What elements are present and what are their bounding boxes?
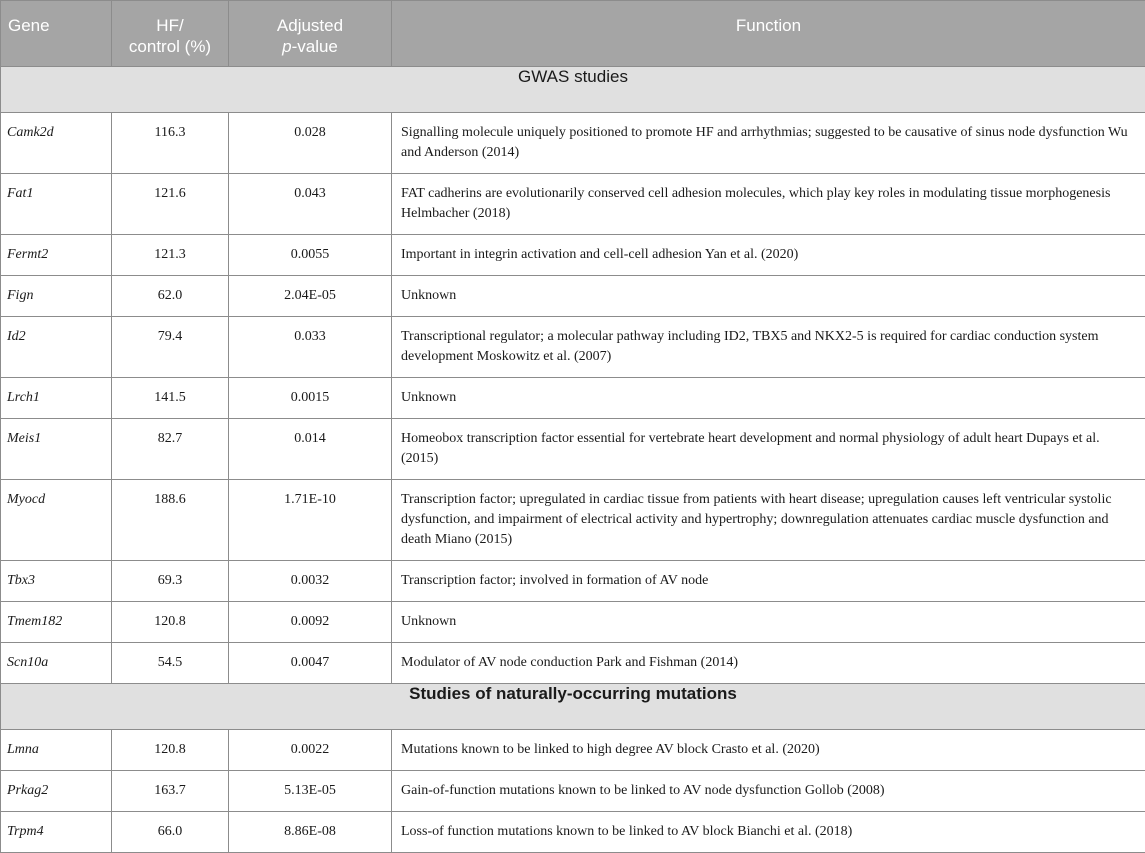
hf-cell: 120.8 (112, 730, 229, 771)
gene-cell: Meis1 (1, 419, 112, 480)
gene-cell: Camk2d (1, 113, 112, 174)
function-cell: Transcription factor; upregulated in cardiac tissue from patients with heart disease; upregulation causes left ventricular systolic dysfunction, and impairment of electrical activity and hypertrophy; downregulation attenuates cardiac muscle dysfunction and death Miano (2015) (392, 480, 1145, 561)
function-cell: Unknown (392, 602, 1145, 643)
p-value-cell: 0.033 (229, 317, 392, 378)
gene-cell: Tbx3 (1, 561, 112, 602)
table-row (1, 317, 1145, 378)
table-row (1, 235, 1145, 276)
table-row (1, 276, 1145, 317)
header-row (1, 1, 1145, 67)
header-adjusted-p (229, 1, 392, 67)
table-row (1, 602, 1145, 643)
table-row (1, 771, 1145, 812)
table-row (1, 480, 1145, 561)
table-row (1, 643, 1145, 684)
table-row (1, 174, 1145, 235)
header-hf-line1: HF/ (156, 16, 183, 35)
header-p-italic: p (282, 37, 291, 56)
header-gene (1, 1, 112, 67)
hf-cell: 62.0 (112, 276, 229, 317)
p-value-cell: 5.13E-05 (229, 771, 392, 812)
function-cell: Homeobox transcription factor essential for vertebrate heart development and normal physiology of adult heart Dupays et al. (2015) (392, 419, 1145, 480)
p-value-cell: 0.0092 (229, 602, 392, 643)
gene-cell: Id2 (1, 317, 112, 378)
header-function (392, 1, 1145, 67)
p-value-cell: 0.0015 (229, 378, 392, 419)
hf-cell: 79.4 (112, 317, 229, 378)
function-cell: FAT cadherins are evolutionarily conserved cell adhesion molecules, which play key roles in modulating tissue morphogenesis Helmbacher (2018) (392, 174, 1145, 235)
section-header-mutations (1, 684, 1145, 730)
gene-cell: Trpm4 (1, 812, 112, 853)
p-value-cell: 0.0055 (229, 235, 392, 276)
gene-cell: Myocd (1, 480, 112, 561)
header-hf-control (112, 1, 229, 67)
header-function-label: Function (736, 16, 801, 35)
table-row (1, 419, 1145, 480)
table-row (1, 378, 1145, 419)
table-row (1, 113, 1145, 174)
section-title: Studies of naturally-occurring mutations (1, 684, 1145, 730)
gene-cell: Lrch1 (1, 378, 112, 419)
header-hf-line2: control (%) (129, 37, 211, 56)
function-cell: Unknown (392, 378, 1145, 419)
p-value-cell: 8.86E-08 (229, 812, 392, 853)
gene-cell: Fat1 (1, 174, 112, 235)
table-row (1, 561, 1145, 602)
p-value-cell: 0.0032 (229, 561, 392, 602)
hf-cell: 121.6 (112, 174, 229, 235)
gene-cell: Tmem182 (1, 602, 112, 643)
gene-cell: Fign (1, 276, 112, 317)
hf-cell: 116.3 (112, 113, 229, 174)
function-cell: Mutations known to be linked to high degree AV block Crasto et al. (2020) (392, 730, 1145, 771)
function-cell: Transcriptional regulator; a molecular pathway including ID2, TBX5 and NKX2-5 is required for cardiac conduction system development Moskowitz et al. (2007) (392, 317, 1145, 378)
hf-cell: 66.0 (112, 812, 229, 853)
gene-cell: Fermt2 (1, 235, 112, 276)
gene-cell: Lmna (1, 730, 112, 771)
p-value-cell: 0.014 (229, 419, 392, 480)
table-row (1, 812, 1145, 853)
function-cell: Signalling molecule uniquely positioned to promote HF and arrhythmias; suggested to be causative of sinus node dysfunction Wu and Anderson (2014) (392, 113, 1145, 174)
hf-cell: 163.7 (112, 771, 229, 812)
table-row (1, 730, 1145, 771)
gene-cell: Prkag2 (1, 771, 112, 812)
gene-cell: Scn10a (1, 643, 112, 684)
p-value-cell: 0.028 (229, 113, 392, 174)
function-cell: Gain-of-function mutations known to be linked to AV node dysfunction Gollob (2008) (392, 771, 1145, 812)
hf-cell: 69.3 (112, 561, 229, 602)
p-value-cell: 1.71E-10 (229, 480, 392, 561)
header-p-line1: Adjusted (277, 16, 343, 35)
header-p-rest: -value (292, 37, 338, 56)
section-title: GWAS studies (1, 67, 1145, 113)
hf-cell: 82.7 (112, 419, 229, 480)
hf-cell: 141.5 (112, 378, 229, 419)
hf-cell: 188.6 (112, 480, 229, 561)
function-cell: Important in integrin activation and cell-cell adhesion Yan et al. (2020) (392, 235, 1145, 276)
p-value-cell: 0.0047 (229, 643, 392, 684)
p-value-cell: 2.04E-05 (229, 276, 392, 317)
function-cell: Transcription factor; involved in formation of AV node (392, 561, 1145, 602)
hf-cell: 121.3 (112, 235, 229, 276)
section-header-gwas (1, 67, 1145, 113)
hf-cell: 54.5 (112, 643, 229, 684)
header-gene-label: Gene (8, 16, 50, 35)
function-cell: Unknown (392, 276, 1145, 317)
p-value-cell: 0.0022 (229, 730, 392, 771)
function-cell: Modulator of AV node conduction Park and Fishman (2014) (392, 643, 1145, 684)
p-value-cell: 0.043 (229, 174, 392, 235)
function-cell: Loss-of function mutations known to be linked to AV block Bianchi et al. (2018) (392, 812, 1145, 853)
hf-cell: 120.8 (112, 602, 229, 643)
